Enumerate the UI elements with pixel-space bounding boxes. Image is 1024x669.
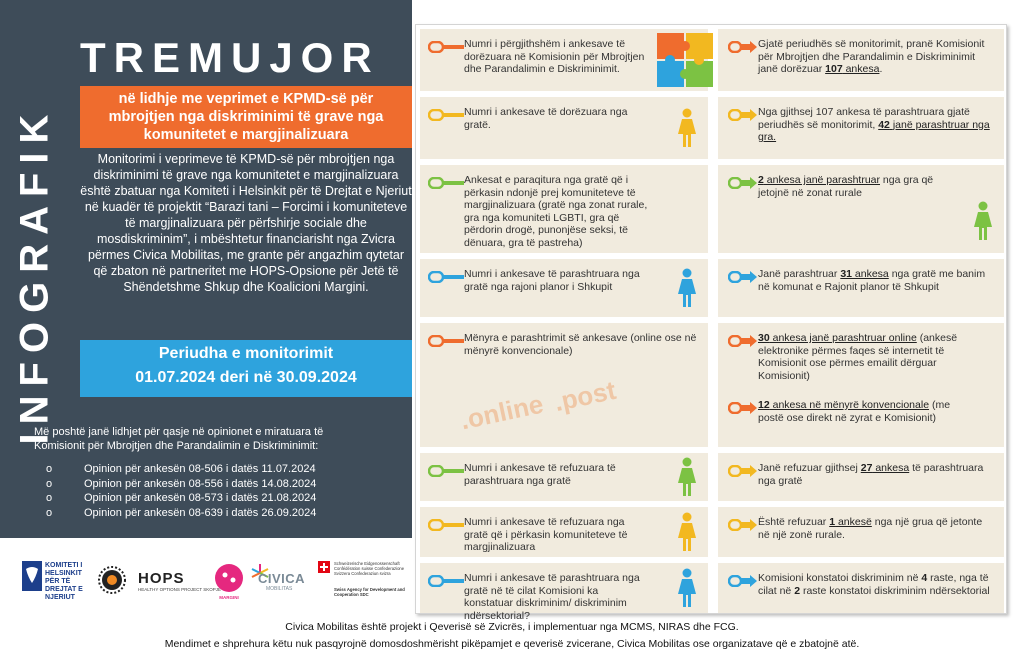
- question-text: Numri i ankesave të refuzuara nga gratë që i përkasin komuniteteve të margjinalizuara: [464, 516, 628, 554]
- arrow-pointer-icon: [728, 108, 758, 120]
- opinion-link[interactable]: [46, 477, 316, 492]
- answer-text: [758, 174, 958, 199]
- text-segment: .: [879, 63, 883, 76]
- question-text: Ankesat e paraqitura nga gratë që i përkasin ndonjë prej komuniteteve të margjinalizuara (gratë nga zonat rurale, gra nga komuniteti LGBTI, gra që përdorin drogë, punonjëse seksi, të dënuara, gra të pastreha): [464, 174, 648, 249]
- text-segment: 107: [825, 63, 843, 76]
- text-segment: 30: [758, 332, 770, 344]
- answer-cell: [718, 259, 1004, 317]
- woman-icon: [676, 568, 698, 613]
- text-segment: të parashtruara nga gratë: [758, 462, 984, 487]
- opinion-link-text[interactable]: Opinion për ankesën 08-573 i datës 21.08.2024: [84, 492, 317, 504]
- text-segment: Janë refuzuar gjithsej: [758, 462, 861, 474]
- partner-logos: [0, 545, 410, 615]
- text-segment: Është refuzuar: [758, 516, 830, 528]
- answer-text: [758, 106, 990, 144]
- answer-text: [758, 572, 990, 597]
- woman-icon: [676, 268, 698, 313]
- question-cell: [420, 507, 708, 557]
- text-segment: Gjatë periudhës së monitorimit, pranë Komisionit për Mbrojtjen dhe Parandalimin e Diskriminimit janë dorëzuar: [758, 38, 985, 76]
- bullet: o: [46, 492, 53, 504]
- question-text: Numri i ankesave të refuzuara të parashtruara nga gratë: [464, 462, 616, 487]
- text-segment: raste, nga të cilat në: [758, 572, 989, 597]
- answer-text-secondary: [758, 399, 958, 424]
- page-title: TREMUJOR: [80, 34, 380, 81]
- text-segment: Nga gjithsej 107 ankesa të parashtruara gjatë periudhës së monitorimit,: [758, 106, 970, 131]
- opinion-link-text[interactable]: Opinion për ankesën 08-556 i datës 14.08.2024: [84, 477, 317, 490]
- text-segment: 2: [758, 174, 764, 186]
- answer-cell: [718, 453, 1004, 501]
- opinion-list: [46, 462, 316, 520]
- left-panel: [0, 0, 412, 538]
- links-intro: Më poshtë janë lidhjet për qasje në opinionet e miratuara të Komisionit për Mbrojtjen dhe Parandalimin e Diskriminimit:: [34, 426, 324, 452]
- arrow-pointer-icon: [728, 334, 758, 346]
- arrow-pointer-icon: [728, 574, 758, 586]
- pin-icon: [428, 176, 466, 188]
- hops-logo-icon: [98, 565, 136, 595]
- infographic-grid: [415, 24, 1007, 622]
- civica-logo-sub: MOBILITAS: [266, 586, 293, 592]
- question-text: Numri i ankesave të parashtruara nga gratë në të cilat Komisioni ka konstatuar diskriminim/ diskriminim ndërsektorial?: [464, 572, 640, 622]
- text-segment: raste konstatoi diskriminim ndërsektorial: [800, 584, 990, 597]
- answer-cell: [718, 323, 1004, 447]
- question-text: Numri i ankesave të dorëzuara nga gratë.: [464, 106, 628, 131]
- text-segment: ankesë: [835, 516, 872, 528]
- question-cell: [420, 29, 708, 91]
- answer-text: [758, 332, 990, 382]
- text-segment: 1: [829, 516, 836, 528]
- post-watermark: .post: [551, 374, 619, 418]
- bullet: o: [46, 477, 53, 490]
- vertical-title-text: INFOGRAFIK: [12, 105, 57, 445]
- question-cell: [420, 563, 708, 622]
- answer-text: [758, 38, 990, 76]
- question-cell: [420, 165, 708, 253]
- arrow-pointer-icon: [728, 270, 758, 282]
- text-segment: nga gra që jetojnë në zonat rurale: [758, 174, 934, 199]
- woman-icon: [676, 512, 698, 557]
- pin-icon: [428, 518, 466, 530]
- text-segment: janë parashtruar nga gra.: [758, 118, 990, 144]
- text-segment: nga gratë me banim në komunat e Rajonit planor të Shkupit: [758, 268, 986, 293]
- intro-text: Monitorimi i veprimeve të KPMD-së për mbrojtjen nga diskriminimi të grave nga komunitetet e margjinalizuara është zbatuar nga Komiteti i Helsinkit për të Drejtat e Njeriut në kuadër të projektit “Barazi tani – Forcimi i komuniteteve të margjinalizuara për përfshirje sociale dhe mosdiskriminim”, i mbështetur financiarisht nga Zvicra përmes Civica Mobilitas, me grante për angazhim qytetar që zbaton në partneritet me HOPS-Opsione për Jetë të Shëndetshme Shkup dhe Koalicioni Margini.: [80, 152, 412, 294]
- civica-logo-text: CIVICA: [258, 571, 306, 586]
- text-segment: ankesa në mënyrë konvencionale: [769, 399, 930, 411]
- opinion-link-text[interactable]: Opinion për ankesën 08-639 i datës 26.09.2024: [84, 506, 317, 519]
- text-segment: Komisioni konstatoi diskriminim në: [758, 572, 922, 584]
- text-segment: ankesa: [872, 462, 910, 474]
- arrow-pointer-icon: [728, 176, 758, 188]
- footer-line-2: Mendimet e shprehura këtu nuk pasqyrojnë domosdoshmërisht pikëpamjet e qeverisë zvicerane, Civica Mobilitas ose organizatave që e zbatojnë atë.: [164, 638, 860, 650]
- helsinki-logo-text: KOMITETI I HELSINKIT PËR TË DREJTAT E NJERIUT: [45, 562, 83, 601]
- pin-icon: [428, 334, 466, 346]
- hops-logo-text: HOPS: [138, 570, 185, 587]
- pin-icon: [428, 40, 466, 52]
- swiss-logo-sub: Swiss Agency for Development and Cooperation SDC: [334, 587, 405, 597]
- text-segment: nga një grua që jetonte në një zonë rurale.: [758, 516, 983, 541]
- opinion-link-text[interactable]: Opinion për ankesën 08-506 i datës 11.07.2024: [84, 463, 316, 475]
- answer-cell: [718, 29, 1004, 91]
- woman-icon: [972, 201, 994, 246]
- text-segment: 2: [794, 584, 801, 597]
- text-segment: 31: [840, 268, 852, 280]
- answer-cell: [718, 97, 1004, 159]
- text-segment: Janë parashtruar: [758, 268, 841, 280]
- arrow-pointer-icon: [728, 40, 758, 52]
- question-cell: [420, 453, 708, 501]
- pin-icon: [428, 574, 466, 586]
- text-segment: 42: [878, 118, 890, 131]
- text-segment: 4: [921, 572, 928, 584]
- answer-text: [758, 462, 990, 487]
- pin-icon: [428, 464, 466, 476]
- pin-icon: [428, 270, 466, 282]
- woman-icon: [676, 108, 698, 153]
- question-text: Numri i ankesave të parashtruara nga gratë nga rajoni planor i Shkupit: [464, 268, 640, 293]
- page-subtitle: në lidhje me veprimet e KPMD-së për mbrojtjen nga diskriminimi të grave nga komunitetet e margjinalizuara: [108, 91, 384, 143]
- question-text: Numri i përgjithshëm i ankesave të dorëzuara në Komisionin për Mbrojtjen dhe Parandalimin e Diskriminimit.: [464, 38, 645, 76]
- text-segment: ankesa janë parashtruar online: [769, 332, 917, 344]
- pin-icon: [428, 108, 466, 120]
- puzzle-icon: [656, 32, 714, 93]
- arrow-pointer-icon: [728, 401, 758, 413]
- text-segment: 12: [758, 399, 770, 411]
- text-segment: ankesa: [852, 268, 889, 280]
- period-dates: 01.07.2024 deri në 30.09.2024: [135, 369, 357, 386]
- bullet: o: [46, 506, 53, 519]
- swiss-flag-icon: [318, 561, 330, 573]
- online-watermark: .online: [457, 388, 546, 436]
- text-segment: 27: [860, 462, 873, 474]
- footer-line-1: Civica Mobilitas është projekt i Qeverisë së Zvicrës, i implementuar nga MCMS, NIRAS dhe FCG.: [285, 621, 739, 633]
- answer-cell: [718, 563, 1004, 613]
- text-segment: ankesa: [842, 63, 880, 76]
- hops-logo-sub: HEALTHY OPTIONS PROJECT SKOPJE: [138, 587, 222, 592]
- arrow-pointer-icon: [728, 518, 758, 530]
- question-cell: [420, 259, 708, 317]
- helsinki-logo-icon: [22, 561, 42, 591]
- period-title: Periudha e monitorimit: [158, 345, 334, 362]
- answer-cell: [718, 165, 1004, 253]
- opinion-link[interactable]: [46, 506, 316, 521]
- arrow-pointer-icon: [728, 464, 758, 476]
- bullet: o: [46, 463, 53, 475]
- margini-logo-text: MARGINI: [219, 595, 239, 600]
- swiss-logo-text: Schweizerische Eidgenossenschaft Confédération suisse Confederazione Svizzera Confederaziun svizra: [334, 561, 405, 576]
- question-cell: [420, 97, 708, 159]
- margini-logo-icon: [214, 563, 244, 593]
- woman-icon: [676, 457, 698, 502]
- answer-text: [758, 268, 990, 293]
- opinion-link[interactable]: [46, 491, 316, 506]
- text-segment: ankesa janë parashtruar: [763, 174, 880, 186]
- answer-cell: [718, 507, 1004, 557]
- answer-text: [758, 516, 990, 541]
- question-text: Mënyra e parashtrimit së ankesave (online ose në mënyrë konvencionale): [464, 332, 697, 357]
- text-segment: (ankesë elektronike përmes faqes së internetit të Komisionit ose përmes emailit dërguar Komisionit): [758, 332, 958, 382]
- opinion-link[interactable]: [46, 462, 316, 477]
- text-segment: (me postë ose direkt në zyrat e Komisionit): [758, 399, 951, 424]
